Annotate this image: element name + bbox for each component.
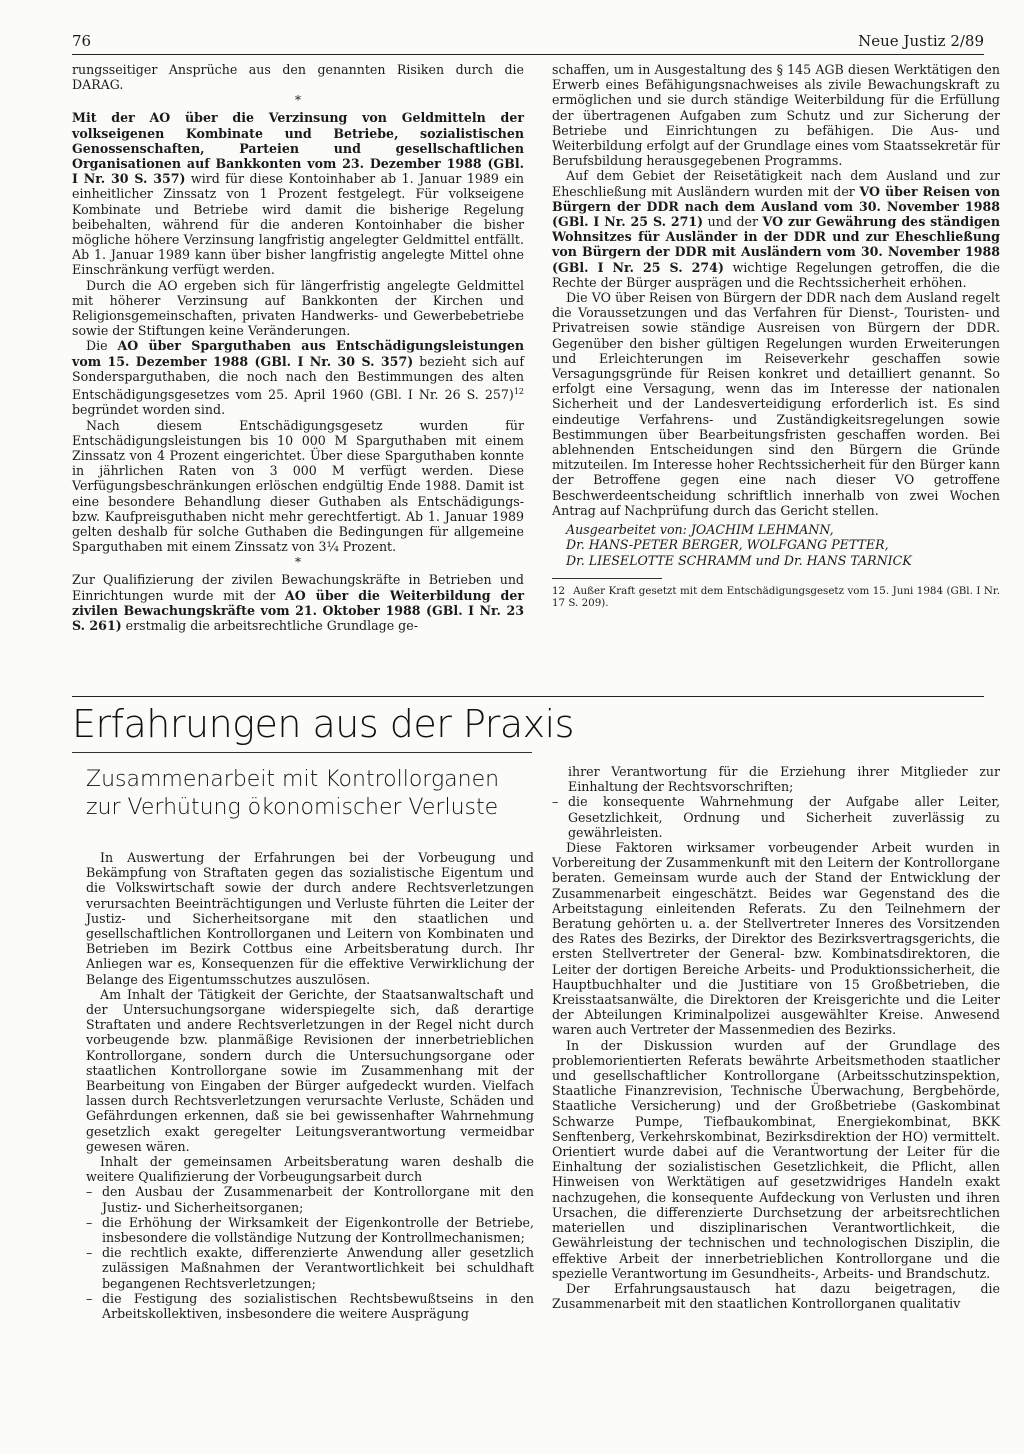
paragraph: Inhalt der gemeinsamen Arbeitsberatung waren deshalb die weitere Qualifizierung der Vorbeugungsarbeit durch — [86, 1154, 534, 1185]
page-number: 76 — [72, 32, 92, 50]
authors: Ausgearbeitet von: JOACHIM LEHMANN, Dr. HANS-PETER BERGER, WOLFGANG PETTER, Dr. LIESELOTTE SCHRAMM und Dr. HANS TARNICK — [566, 522, 912, 568]
section-divider — [72, 696, 984, 697]
paragraph: Mit der AO über die Verzinsung von Geldmitteln der volkseigenen Kombinate und Betriebe, sozialistischen Genossenschaften, Parteien und gesellschaftlichen Organisationen auf Bankkonten vom 23. Dezember 1988 (GBl. I Nr. 30 S. 357) wird für diese Kontoinhaber ab 1. Januar 1989 ein einheitlicher Zinssatz von 1 Prozent festgelegt. Für volkseigene Kombinate und Betriebe wird damit die bisherige Regelung beibehalten, während für die anderen Kontoinhaber die bisher mögliche höhere Verzinsung langfristig angelegter Geldmittel entfällt. Ab 1. Januar 1989 kann über bisher langfristig angelegte Mittel ohne Einschränkung verfügt werden. — [72, 110, 524, 278]
bottom-right-column — [552, 764, 1000, 1311]
footnote-ref: 12 — [513, 387, 524, 397]
paragraph: Diese Faktoren wirksamer vorbeugender Arbeit wurden in Vorbereitung der Zusammenkunft mit den Leitern der Kontrollorgane beraten. Gemeinsam wurde auch der Stand der Entwicklung der Zusammenarbeit eingeschätzt. Beides war Gegenstand des die Arbeitstagung einleitenden Referats. Zu den Teilnehmern der Beratung gehörten u. a. der Stellvertreter Inneres des Vorsitzenden des Rates des Bezirks, der Direktor des Bezirksvertragsgerichts, die ersten Stellvertreter der General- bzw. Kombinatsdirektoren, die Leiter der dortigen Bereiche Arbeits- und Produktionssicherheit, die Hauptbuchhalter und die Justitiare von 15 Großbetrieben, die Kreisstaatsanwälte, die Direktoren der Kreisgerichte und die Leiter der Abteilungen Kriminalpolizei ausgewählter Kreise. Anwesend waren auch Vertreter der Massenmedien des Bezirks. — [552, 840, 1000, 1038]
regulation-title: VO zur Gewährung des ständigen Wohnsitzes für Ausländer in der DDR und zur Eheschließung von Bürgern der DDR mit Ausländern vom 30. November 1988 (GBl. I Nr. 25 S. 274) — [552, 214, 1000, 275]
list-item: – die rechtlich exakte, differenzierte Anwendung aller gesetzlich zulässigen Maßnahmen der Verantwortlichkeit bei schuldhaft begangenen Rechtsverletzungen; — [86, 1245, 534, 1291]
paragraph: Auf dem Gebiet der Reisetätigkeit nach dem Ausland und zur Eheschließung mit Ausländern wurden mit der VO über Reisen von Bürgern der DDR nach dem Ausland vom 30. November 1988 (GBl. I Nr. 25 S. 271) und der VO zur Gewährung des ständigen Wohnsitzes für Ausländer in der DDR und zur Eheschließung von Bürgern der DDR mit Ausländern vom 30. November 1988 (GBl. I Nr. 25 S. 274) wichtige Regelungen getroffen, die die Rechte der Bürger ausprägen und die Rechtssicherheit erhöhen. — [552, 168, 1001, 290]
separator-star: * — [295, 93, 301, 108]
list-item: – die Erhöhung der Wirksamkeit der Eigenkontrolle der Betriebe, insbesondere die vollständige Nutzung der Kontrollmechanismen; — [86, 1215, 534, 1245]
journal-title: Neue Justiz 2/89 — [858, 32, 984, 50]
list-continuation: ihrer Verantwortung für die Erziehung ihrer Mitglieder zur Einhaltung der Rechtsvorschriften; — [568, 764, 1000, 795]
list-item: – die Festigung des sozialistischen Rechtsbewußtseins in den Arbeitskollektiven, insbesondere die weitere Ausprägung — [86, 1291, 534, 1321]
list-item: – die konsequente Wahrnehmung der Aufgabe aller Leiter, Gesetzlichkeit, Ordnung und Sicherheit zuverlässig zu gewährleisten. — [552, 794, 1000, 840]
top-right-column — [552, 62, 1000, 610]
list-item: – den Ausbau der Zusammenarbeit der Kontrollorgane mit den Justiz- und Sicherheitsorganen; — [86, 1184, 534, 1214]
paragraph: Durch die AO ergeben sich für längerfristig angelegte Geldmittel mit höherer Verzinsung auf Bankkonten der Kirchen und Religionsgemeinschaften, privaten Handwerks- und Gewerbebetriebe sowie der Stiftungen keine Veränderungen. — [72, 277, 524, 339]
top-left-column — [72, 62, 524, 633]
paragraph: Am Inhalt der Tätigkeit der Gerichte, der Staatsanwaltschaft und der Untersuchungsorgane widerspiegelte sich, daß derartige Straftaten und andere Rechtsverletzungen in der Regel nicht durch vorbeugende bzw. planmäßige Revisionen der innerbetrieblichen Kontrollorgane, sondern durch die Untersuchungsorgane oder staatlichen Kontrollorgane sowie im Zusammenhang mit der Bearbeitung von Eingaben der Bürger aufgedeckt wurden. Vielfach lassen durch Rechtsverletzungen verursachte Verluste, Schäden und Gefährdungen erkennen, daß sie bei gewissenhafter Wahrnehmung gesetzlich exakt geregelter Leitungsverantwortung vermeidbar gewesen wären. — [86, 986, 534, 1154]
section-title: Erfahrungen aus der Praxis — [72, 702, 574, 746]
regulation-title: VO über Reisen von Bürgern der DDR nach dem Ausland vom 30. November 1988 (GBl. I Nr. 25 S. 271) — [552, 183, 1001, 230]
regulation-title: Mit der AO über die Verzinsung von Geldmitteln der volkseigenen Kombinate und Betriebe, sozialistischen Genossenschaften, Parteien und gesellschaftlichen Organisationen auf Bankkonten vom 23. Dezember 1988 (GBl. I Nr. 30 S. 357) — [72, 110, 524, 187]
measures-list — [86, 1184, 534, 1321]
paragraph: In der Diskussion wurden auf der Grundlage des problemorientierten Referats bewährte Arbeitsmethoden staatlicher und gesellschaftlicher Kontrollorgane (Arbeitsschutzinspektion, Staatliche Finanzrevision, Technische Überwachung, Bergbehörde, Staatliche Versicherung) und der Großbetriebe (Gaskombinat Schwarze Pumpe, Tiefbaukombinat, Energiekombinat, BKK Senftenberg, Verkehrskombinat, Bezirksdirektion der HO) vermittelt. Orientiert wurde dabei auf die Verantwortung der Leiter für die Einhaltung der sozialistischen Gesetzlichkeit, die Pflicht, allen Hinweisen von Werktätigen auf gesetzwidriges Handeln exakt nachzugehen, die konsequente Aufdeckung von Verlusten und ihren Ursachen, die differenzierte Durchsetzung der arbeitsrechtlichen materiellen und disziplinarischen Verantwortlichkeit, die Gewährleistung der technischen und technologischen Disziplin, die effektive Arbeit der innerbetrieblichen Kontrollorgane und die spezielle Verantwortung im Gesundheits-, Arbeits- und Brandschutz. — [552, 1037, 1000, 1281]
paragraph: Nach diesem Entschädigungsgesetz wurden für Entschädigungsleistungen bis 10 000 M Sparguthaben mit einem Zinssatz von 4 Prozent eingerichtet. Über diese Sparguthaben konnte in jährlichen Raten von 3 000 M verfügt werden. Diese Verfügungsbeschränkungen erlöschen endgültig Ende 1988. Damit ist eine besondere Behandlung dieser Guthaben als Entschädigungs- bzw. Kaufpreisguthaben nicht mehr gerechtfertigt. Ab 1. Januar 1989 gelten deshalb für solche Guthaben die Bedingungen für allgemeine Sparguthaben mit einem Zinssatz von 3¼ Prozent. — [72, 417, 524, 555]
paragraph: schaffen, um in Ausgestaltung des § 145 AGB diesen Werktätigen den Erwerb eines Befähigungsnachweises als zivile Bewachungskraft zu ermöglichen und sie durch ständige Weiterbildung für die Erfüllung der übertragenen Aufgaben zum Schutz und zur Sicherung der Betriebe und Einrichtungen zu befähigen. Die Aus- und Weiterbildung erfolgt auf der Grundlage eines vom Staatssekretär für Berufsbildung herausgegebenen Programms. — [552, 62, 1000, 169]
measures-list — [552, 794, 1000, 840]
regulation-title: AO über Sparguthaben aus Entschädigungsleistungen vom 15. Dezember 1988 (GBl. I Nr. 30 S. 357) — [72, 338, 524, 369]
paragraph: Der Erfahrungsaustausch hat dazu beigetragen, die Zusammenarbeit mit den staatlichen Kontrollorganen qualitativ — [552, 1280, 1000, 1312]
page — [72, 32, 984, 55]
page-header — [72, 32, 984, 55]
section-rule — [72, 752, 532, 753]
paragraph: rungsseitiger Ansprüche aus den genannten Risiken durch die DARAG. — [72, 62, 524, 93]
paragraph: Zur Qualifizierung der zivilen Bewachungskräfte in Betrieben und Einrichtungen wurde mit der AO über die Weiterbildung der zivilen Bewachungskräfte vom 21. Oktober 1988 (GBl. I Nr. 23 S. 261) erstmalig die arbeitsrechtliche Grundlage ge- — [72, 572, 524, 634]
article-title: Zusammenarbeit mit Kontrollorganen zur Verhütung ökonomischer Verluste — [86, 767, 500, 820]
separator-star: * — [295, 555, 301, 570]
bottom-left-column — [86, 850, 534, 1321]
paragraph: In Auswertung der Erfahrungen bei der Vorbeugung und Bekämpfung von Straftaten gegen das sozialistische Eigentum und die Volkswirtschaft sowie der durch andere Rechtsverletzungen verursachten Beeinträchtigungen und Verluste führten die Leiter der Justiz- und Sicherheitsorgane mit den staatlichen und gesellschaftlichen Kontrollorganen und Leitern von Kombinaten und Betrieben im Bezirk Cottbus eine Arbeitsberatung durch. Ihr Anliegen war es, Konsequenzen für die effektive Verwirklichung der Belange des Eigentumsschutzes auszulösen. — [86, 850, 534, 987]
footnote-rule — [552, 578, 662, 579]
regulation-title: AO über die Weiterbildung der zivilen Bewachungskräfte vom 21. Oktober 1988 (GBl. I Nr. 23 S. 261) — [72, 587, 524, 634]
footnote: 12 Außer Kraft gesetzt mit dem Entschädigungsgesetz vom 15. Juni 1984 (GBl. I Nr. 17 S. 209). — [552, 584, 1000, 610]
paragraph: Die VO über Reisen von Bürgern der DDR nach dem Ausland regelt die Voraussetzungen und das Verfahren für Dienst-, Touristen- und Privatreisen sowie ständige Ausreisen von Bürgern der DDR. Gegenüber den bisher gültigen Regelungen wurden Erweiterungen und Erleichterungen im Reiseverkehr geschaffen sowie Versagungsgründe für Reisen konkret und detailliert genannt. So erfolgt eine Versagung, wenn das im Interesse der nationalen Sicherheit und der Landesverteidigung erforderlich ist. Es sind eindeutige Verfahrens- und Zuständigkeitsregelungen sowie Bestimmungen über Bearbeitungsfristen geschaffen worden. Bei ablehnenden Entscheidungen sind den Bürgern die Gründe mitzuteilen. Im Interesse hoher Rechtssicherheit für den Bürger kann der Betroffene gegen eine nach dieser VO getroffene Beschwerdeentscheidung schriftlich innerhalb von zwei Wochen Antrag auf Nachprüfung durch das Gericht stellen. — [552, 290, 1000, 518]
paragraph: Die AO über Sparguthaben aus Entschädigungsleistungen vom 15. Dezember 1988 (GBl. I Nr. 30 S. 357) bezieht sich auf Sondersparguthaben, die noch nach den Bestimmungen des alten Entschädigungsgesetzes vom 25. April 1960 (GBl. I Nr. 26 S. 257)$^{12}$ begründet worden sind. — [72, 338, 524, 418]
